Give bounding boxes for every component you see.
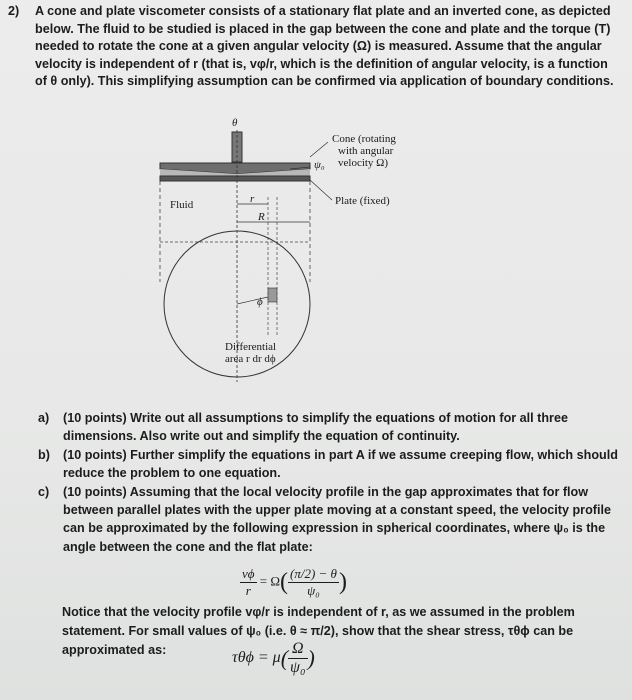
part-b-label: b)	[38, 447, 50, 462]
plate-label: Plate (fixed)	[335, 195, 390, 207]
R-label: R	[258, 211, 265, 223]
part-a-label: a)	[38, 411, 50, 425]
viscometer-figure	[150, 112, 470, 394]
differential-label-line1: Differential	[225, 341, 277, 353]
part-c	[38, 483, 618, 557]
eq1-equals: = Ω	[259, 573, 280, 589]
cone-label-line2: with angular	[338, 145, 394, 157]
part-a	[38, 409, 618, 446]
velocity-profile-equation: $\frac{v\phi}{r}$ = Ω( $\frac{(\pi/2) - \theta}{\text{ψ₀}}$ )	[242, 566, 347, 598]
shear-stress-prompt: Notice that the velocity profile vφ/r is independent of r, as we assumed in the problem statement. For small values of ψ₀ (i.e. θ ≈ π/2), show that the shear stress, τθϕ can be approximated as:	[62, 605, 575, 657]
cone-label-line3: velocity Ω)	[338, 157, 389, 169]
question-parts	[38, 409, 618, 556]
part-b-text: (10 points) Further simplify the equations in part A if we assume creeping flow, which should reduce the problem to one equation.	[63, 447, 618, 481]
eq1-rhs-denominator: ψ₀	[307, 583, 320, 598]
fluid-label: Fluid	[170, 199, 194, 211]
part-c-text: (10 points) Assuming that the local velocity profile in the gap approximates that for flow between parallel plates with the upper plate moving at a constant speed, the velocity profile can be approximated by the following expression in spherical coordinates, where ψ₀ is the angle between the cone and the flat plate:	[63, 484, 611, 554]
part-b	[38, 446, 618, 483]
viscometer-diagram	[150, 112, 470, 394]
theta-label: θ	[232, 117, 238, 129]
eq2-denominator: ψ₀	[290, 659, 306, 676]
eq1-rhs-numerator: (π/2) − θ	[290, 566, 337, 581]
eq2-equals: = μ	[257, 649, 281, 667]
eq2-numerator: Ω	[288, 640, 308, 659]
eq1-lhs-numerator: vϕ	[242, 566, 255, 581]
eq1-lhs	[240, 566, 257, 599]
r-label: r	[250, 193, 255, 205]
differential-area	[268, 288, 277, 302]
shear-stress-equation: τθϕ = μ( $\frac{\Omega}{\text{ψ₀}}$ )	[232, 640, 315, 676]
part-c-label: c)	[38, 484, 50, 499]
differential-label-line2: area r dr dϕ	[225, 353, 276, 365]
part-a-text: (10 points) Write out all assumptions to simplify the equations of motion for all three dimensions. Also write out and simplify the equation of continuity.	[63, 411, 568, 444]
eq2-lhs: τθϕ	[232, 649, 254, 667]
problem-intro-text: A cone and plate viscometer consists of a stationary flat plate and an inverted cone, as depicted below. The fluid to be studied is placed in the gap between the cone and plate and the torque (T) needed to rotate the cone at a given angular velocity (Ω) is measured. Assume that the angular velocity is independent of r (that is, vφ/r, which is the definition of angular velocity, is a function of θ only). This simplifying assumption can be confirmed via application of boundary conditions.	[35, 4, 614, 88]
problem-intro	[8, 3, 620, 91]
psi-label: ψ₀	[314, 159, 325, 171]
eq1-rhs	[288, 566, 339, 599]
cone-leader	[310, 142, 328, 157]
cone-label-line1: Cone (rotating	[332, 133, 396, 145]
problem-number: 2)	[8, 4, 20, 18]
eq1-lhs-denominator: r	[245, 583, 251, 598]
fixed-plate	[160, 176, 310, 181]
phi-label: ϕ	[257, 296, 263, 308]
eq2-fraction	[288, 640, 308, 677]
plate-leader	[310, 180, 332, 200]
radial-line	[237, 297, 268, 304]
